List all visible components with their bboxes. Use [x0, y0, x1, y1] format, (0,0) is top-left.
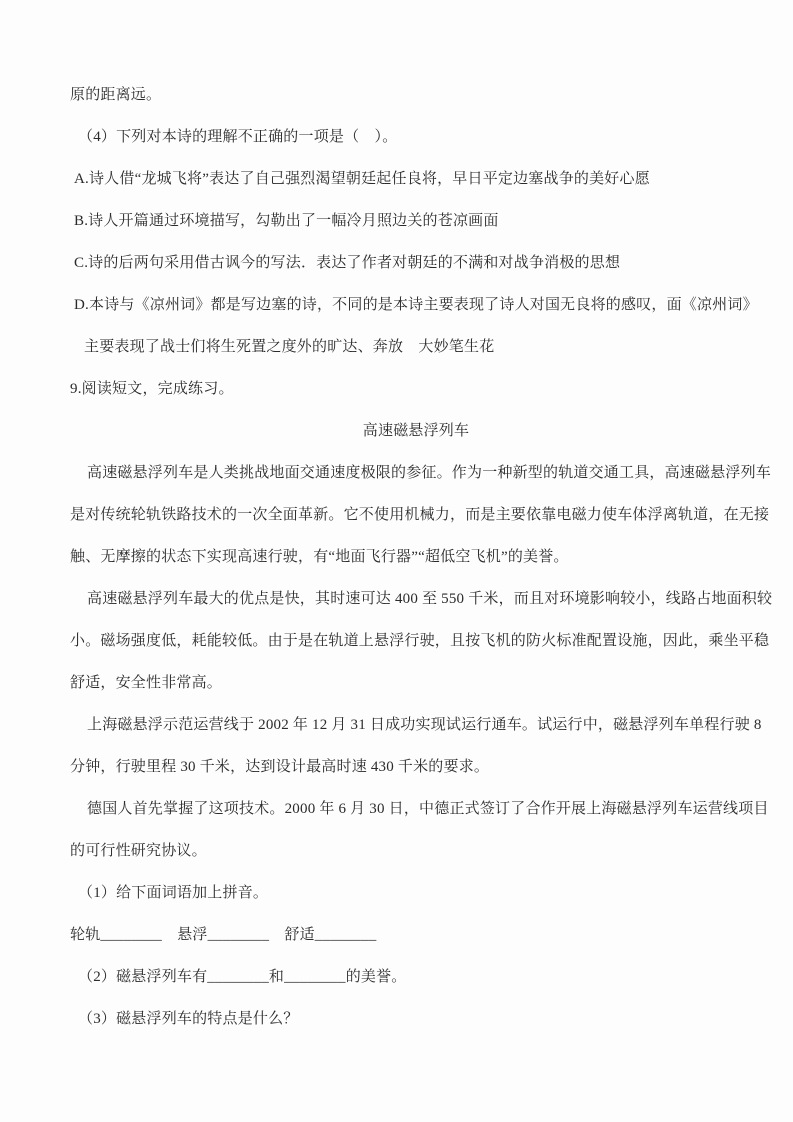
text-line: 分钟，行驶里程 30 千米，达到设计最高时速 430 千米的要求。	[70, 759, 490, 775]
text-line: 高速磁悬浮列车最大的优点是快，其时速可达 400 至 550 千米，而且对环境影响较小，线路占地面积较	[87, 591, 773, 607]
text-line: 触、无摩擦的状态下实现高速行驶，有“地面飞行器”“超低空飞机”的美誉。	[70, 549, 569, 565]
text-line: 上海磁悬浮示范运营线于 2002 年 12 月 31 日成功实现试运行通车。试运行中，磁悬浮列车单程行驶 8	[87, 717, 762, 733]
text-line: A.诗人借“龙城飞将”表达了自己强烈渴望朝廷起任良将，早日平定边塞战争的美好心愿	[74, 171, 650, 187]
fill-in-blank-line: 轮轨________ 悬浮________ 舒适________	[70, 927, 377, 943]
text-line: 原的距离远。	[70, 87, 162, 103]
text-line: （4）下列对本诗的理解不正确的一项是（ ）。	[78, 129, 398, 145]
document-body	[70, 74, 773, 1040]
text-line: （3）磁悬浮列车的特点是什么？	[78, 1011, 299, 1027]
text-line: C.诗的后两句采用借古讽今的写法．表达了作者对朝廷的不满和对战争消极的思想	[74, 255, 621, 271]
text-line: 是对传统轮轨铁路技术的一次全面革新。它不使用机械力，而是主要依靠电磁力使车体浮离轨道，在无接	[70, 507, 770, 523]
text-line: （1）给下面词语加上拼音。	[78, 885, 269, 901]
text-line: 德国人首先掌握了这项技术。2000 年 6 月 30 日，中德正式签订了合作开展上海磁悬浮列车运营线项目	[87, 801, 769, 817]
passage-title: 高速磁悬浮列车	[362, 423, 470, 439]
text-line: 舒适，安全性非常高。	[70, 675, 223, 691]
text-line: 高速磁悬浮列车是人类挑战地面交通速度极限的参征。作为一种新型的轨道交通工具，高速磁悬浮列车	[87, 465, 772, 481]
text-line: D.本诗与《凉州词》都是写边塞的诗，不同的是本诗主要表现了诗人对国无良将的感叹，面《凉州词》	[74, 297, 758, 313]
text-line: B.诗人开篇通过环境描写，勾勒出了一幅冷月照边关的苍凉画面	[74, 213, 499, 229]
text-line: 9.阅读短文，完成练习。	[70, 381, 234, 397]
text-line: 小。磁场强度低，耗能较低。由于是在轨道上悬浮行驶，且按飞机的防火标准配置设施，因此，乘坐平稳	[70, 633, 770, 649]
text-line: 的可行性研究协议。	[70, 843, 207, 859]
text-line: 主要表现了战士们将生死置之度外的旷达、奔放 大妙笔生花	[84, 339, 495, 355]
fill-in-blank-line: （2）磁悬浮列车有________和________的美誉。	[78, 969, 407, 985]
